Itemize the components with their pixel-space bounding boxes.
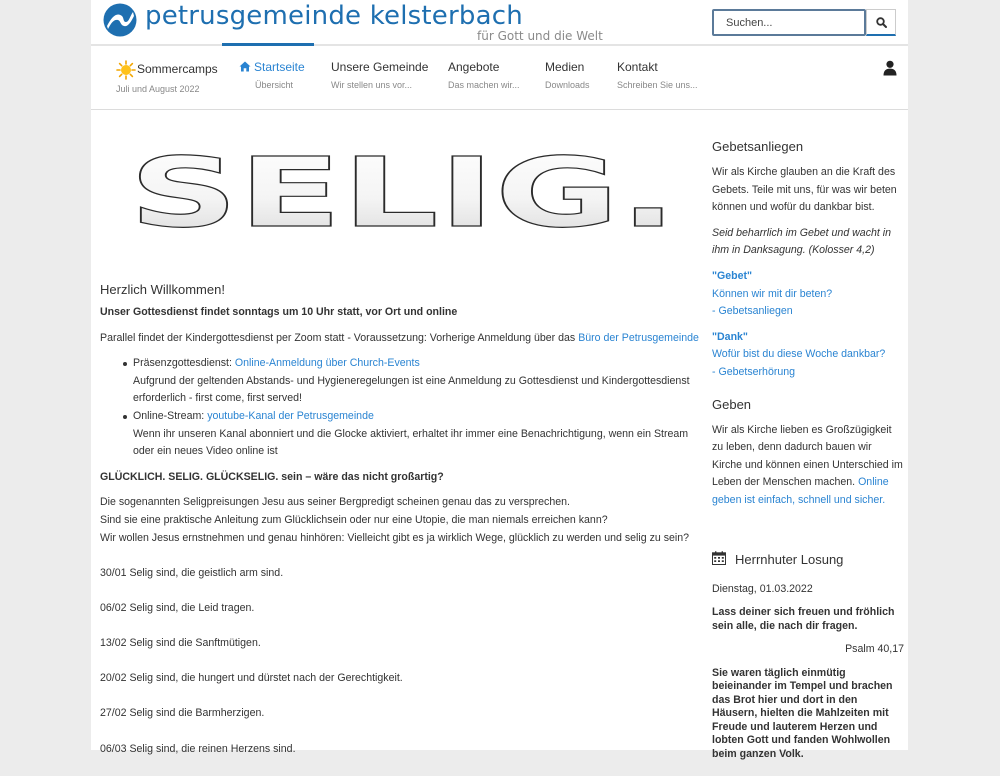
online-giving-link[interactable]: Online geben ist einfach, schnell und sicher. [712, 476, 889, 506]
bullet-text: Aufgrund der geltenden Abstands- und Hygieneregelungen ist eine Anmeldung zu Gottesdienst und Kindergottesdienst erforderlich - first come, first served! [133, 374, 690, 405]
church-events-link[interactable]: Online-Anmeldung über Church-Events [234, 357, 420, 370]
nav-label-wrap [239, 60, 305, 74]
site-title[interactable]: petrusgemeinde kelsterbach [145, 1, 523, 31]
home-icon [239, 61, 251, 72]
site-tagline: für Gott und die Welt [477, 29, 603, 43]
losung-reference: Psalm 40,17 [845, 643, 904, 656]
verse-item: 06/02 Selig sind, die Leid tragen. [100, 601, 255, 614]
logo-icon[interactable] [103, 2, 137, 38]
nav-label-kontakt: Kontakt [617, 60, 658, 74]
nav-label-angebote: Angebote [448, 60, 500, 74]
lehrtext: Sie waren täglich einmütig beieinander im Tempel und brachen das Brot hier und dort in den Häusern, hielten die Mahlzeiten mit Freude und lauterem Herzen und lobten Gott und fanden Wohlwollen beim ganzen Volk. [712, 666, 893, 760]
search-button[interactable] [866, 9, 896, 36]
prayer-heading: Gebetsanliegen [712, 139, 804, 154]
youtube-link[interactable]: youtube-Kanal der Petrusgemeinde [207, 409, 374, 422]
nav-item-unsere-gemeinde[interactable] [331, 60, 428, 90]
gebet-block [712, 268, 904, 321]
sun-icon [116, 60, 136, 80]
nav-label-unsere-gemeinde: Unsere Gemeinde [331, 60, 429, 74]
gebet-question-link[interactable]: Können wir mit dir beten? [712, 287, 833, 300]
series-title: GLÜCKLICH. SELIG. GLÜCKSELIG. sein – wäre das nicht großartig? [100, 470, 444, 483]
kids-service-paragraph [100, 330, 700, 348]
nav-label-wrap [116, 60, 218, 80]
site-header [91, 0, 908, 44]
welcome-heading: Herzlich Willkommen! [100, 282, 225, 297]
search-icon [876, 17, 887, 28]
gebet-title-link[interactable]: "Gebet" [712, 269, 753, 282]
nav-item-angebote[interactable] [448, 60, 520, 90]
nav-sub-unsere-gemeinde: Wir stellen uns vor... [331, 80, 413, 90]
nav-active-indicator [222, 43, 314, 46]
sidebar [712, 138, 904, 769]
verse-item: 30/01 Selig sind, die geistlich arm sind. [100, 566, 284, 579]
give-heading: Geben [712, 396, 752, 412]
prayer-quote: Seid beharrlich im Gebet und wacht in ihm in Danksagung. (Kolosser 4,2) [712, 226, 892, 257]
main-content [100, 282, 700, 776]
hero-banner [125, 137, 681, 249]
nav-item-kontakt[interactable] [617, 60, 698, 90]
bullet-prefix: Online-Stream: [133, 409, 208, 422]
verse-item: 06/03 Selig sind, die reinen Herzens sind. [100, 742, 296, 755]
losung-text: Lass deiner sich freuen und fröhlich sein alle, die nach dir fragen. [712, 606, 895, 632]
intro-line: Sind sie eine praktische Anleitung zum Glücklichsein oder nur eine Utopie, die man niemals erreichen kann? [100, 513, 608, 526]
gebetserhoerung-link[interactable]: - Gebetserhörung [712, 365, 796, 378]
intro-line: Wir wollen Jesus ernstnehmen und genau hinhören: Vielleicht gibt es ja wirklich Wege, glücklich zu werden und selig zu sein? [100, 531, 690, 544]
dank-title-link[interactable]: "Dank" [712, 330, 748, 343]
gebetsanliegen-link[interactable]: - Gebetsanliegen [712, 305, 793, 318]
hero-text: SELIG. [129, 137, 677, 249]
nav-sub-angebote: Das machen wir... [448, 80, 520, 90]
nav-item-startseite[interactable] [239, 60, 305, 90]
prayer-text: Wir als Kirche glauben an die Kraft des Gebets. Teile mit uns, für was wir beten können und wofür du dankbar bist. [712, 166, 897, 214]
main-nav [91, 44, 908, 110]
give-text: Wir als Kirche lieben es Großzügigkeit zu leben, denn dadurch bauen wir Kirche und können einen Unterschied im Leben der Menschen machen. [712, 423, 903, 489]
kids-service-text: Parallel findet der Kindergottesdienst per Zoom statt - Voraussetzung: Vorherige Anmeldung über das [100, 331, 579, 344]
verse-item: 13/02 Selig sind die Sanftmütigen. [100, 637, 261, 650]
verse-item: 27/02 Selig sind die Barmherzigen. [100, 707, 265, 720]
losung-date: Dienstag, 01.03.2022 [712, 582, 813, 595]
bullet-text: Wenn ihr unseren Kanal abonniert und die Glocke aktiviert, erhaltet ihr immer eine Benachrichtigung, wenn ein Stream oder ein neues Video online ist [133, 427, 689, 458]
service-info: Unser Gottesdienst findet sonntags um 10 Uhr statt, vor Ort und online [100, 306, 458, 318]
nav-label-medien: Medien [545, 60, 585, 74]
nav-sub-sommercamps: Juli und August 2022 [116, 84, 200, 94]
search-input[interactable] [712, 9, 866, 36]
service-list [133, 355, 700, 461]
series-intro [100, 494, 700, 547]
nav-label-sommercamps: Sommercamps [137, 62, 218, 77]
nav-sub-medien: Downloads [545, 80, 590, 90]
give-paragraph [712, 422, 904, 510]
intro-line: Die sogenannten Seligpreisungen Jesu aus seiner Bergpredigt scheinen genau das zu versprechen. [100, 496, 570, 509]
nav-item-sommercamps[interactable] [116, 60, 218, 94]
list-item [133, 355, 700, 408]
nav-label-startseite: Startseite [254, 60, 305, 74]
bullet-prefix: Präsenzgottesdienst: [133, 357, 235, 370]
nav-item-medien[interactable] [545, 60, 590, 90]
verse-item: 20/02 Selig sind, die hungert und dürstet nach der Gerechtigkeit. [100, 672, 403, 685]
dank-question-link[interactable]: Wofür bist du diese Woche dankbar? [712, 348, 886, 361]
nav-sub-startseite: Übersicht [255, 80, 294, 90]
page [91, 0, 908, 760]
user-icon[interactable] [883, 60, 897, 76]
list-item [133, 408, 700, 461]
office-link[interactable]: Büro der Petrusgemeinde [578, 331, 699, 344]
dank-block [712, 329, 904, 382]
losung-heading-row [712, 551, 904, 569]
calendar-icon [712, 551, 726, 565]
losung-heading: Herrnhuter Losung [735, 551, 844, 567]
nav-sub-kontakt: Schreiben Sie uns... [617, 80, 698, 90]
